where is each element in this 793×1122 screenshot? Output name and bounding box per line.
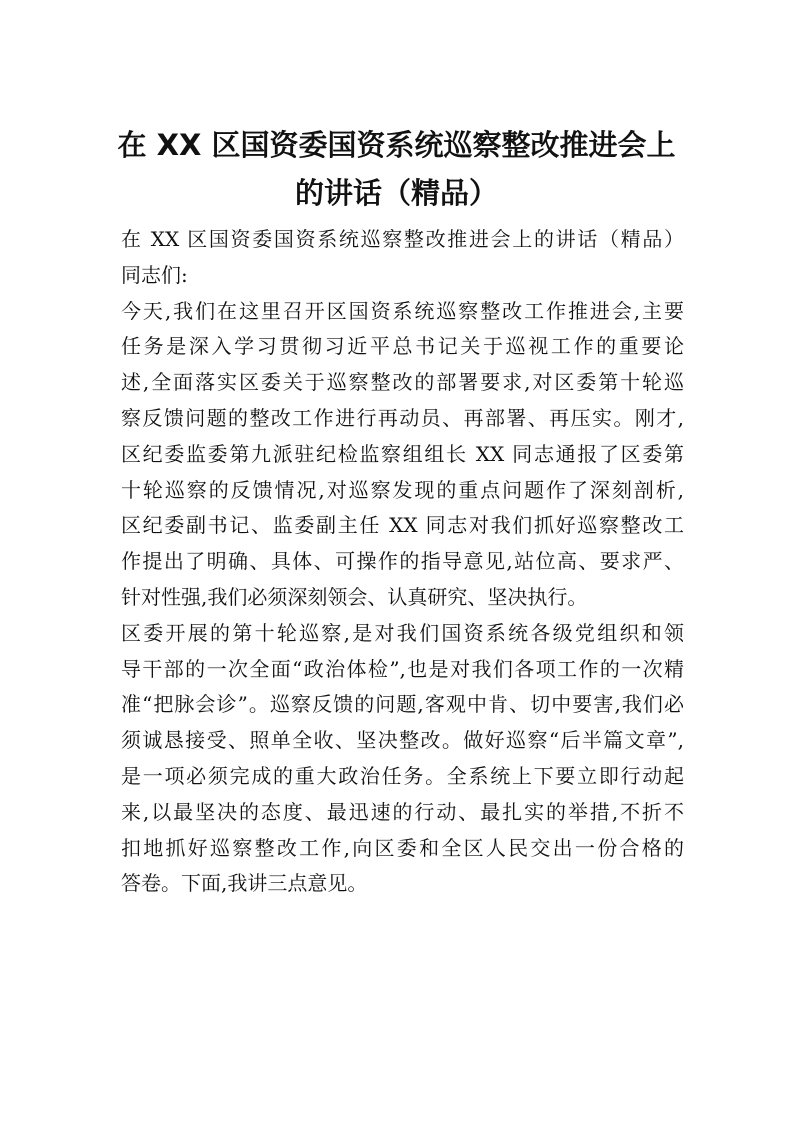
paragraph-line: 今天,我们在这里召开区国资系统巡察整改工作推进会,主要 <box>121 298 684 323</box>
document-title-line-1: 在 XX 区国资委国资系统巡察整改推进会上 <box>117 128 676 162</box>
paragraph-line: 区纪委监委第九派驻纪检监察组组长 XX 同志通报了区委第 <box>121 441 684 466</box>
document-body <box>121 222 684 902</box>
paragraph-line: 准“把脉会诊”。巡察反馈的问题,客观中肯、切中要害,我们必 <box>121 692 684 717</box>
paragraph <box>121 616 684 902</box>
paragraph-line: 作提出了明确、具体、可操作的指导意见,站位高、要求严、 <box>121 549 684 574</box>
paragraph-line: 区纪委副书记、监委副主任 XX 同志对我们抓好巡察整改工 <box>121 513 684 538</box>
paragraph-line: 导干部的一次全面“政治体检”,也是对我们各项工作的一次精 <box>121 656 684 681</box>
paragraph-line: 十轮巡察的反馈情况,对巡察发现的重点问题作了深刻剖析, <box>121 477 684 502</box>
paragraph-line: 针对性强,我们必须深刻领会、认真研究、坚决执行。 <box>121 584 588 609</box>
paragraph-line: 任务是深入学习贯彻习近平总书记关于巡视工作的重要论 <box>121 334 684 359</box>
paragraph-line: 述,全面落实区委关于巡察整改的部署要求,对区委第十轮巡 <box>121 370 684 395</box>
paragraph-line: 察反馈问题的整改工作进行再动员、再部署、再压实。刚才, <box>121 405 684 430</box>
document-title-line-2: 的讲话（精品） <box>294 176 498 210</box>
paragraph-line: 区委开展的第十轮巡察,是对我们国资系统各级党组织和领 <box>121 620 684 645</box>
paragraph-line: 须诚恳接受、照单全收、坚决整改。做好巡察“后半篇文章”, <box>121 728 684 753</box>
subtitle: 在 XX 区国资委国资系统巡察整改推进会上的讲话（精品） <box>121 227 684 251</box>
paragraph-line: 来,以最坚决的态度、最迅速的行动、最扎实的举措,不折不 <box>121 799 684 824</box>
paragraph-line: 答卷。下面,我讲三点意见。 <box>121 871 368 896</box>
paragraph-line: 扣地抓好巡察整改工作,向区委和全区人民交出一份合格的 <box>121 835 684 860</box>
paragraph-line: 是一项必须完成的重大政治任务。全系统上下要立即行动起 <box>121 763 684 788</box>
paragraphs <box>121 294 684 903</box>
paragraph <box>121 294 684 616</box>
salutation: 同志们: <box>121 262 188 287</box>
